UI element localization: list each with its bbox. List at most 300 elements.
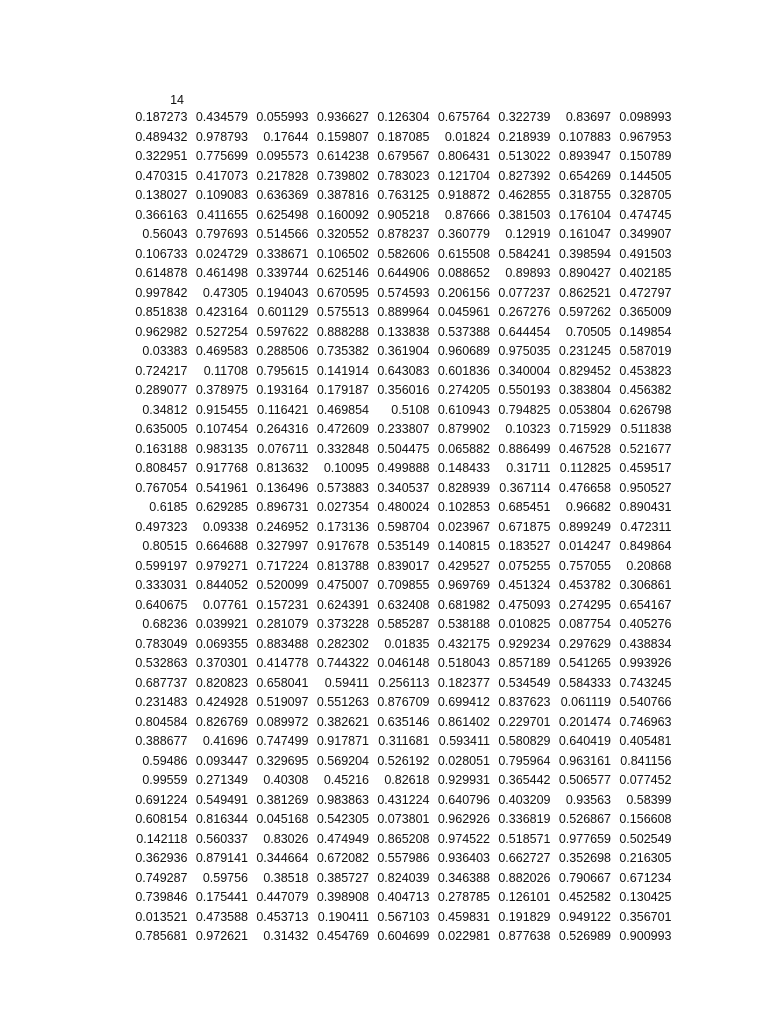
table-cell: 0.405276 (619, 617, 672, 631)
table-cell: 0.715929 (558, 422, 611, 436)
table-cell: 0.681982 (437, 597, 490, 612)
table-cell: 0.597622 (256, 324, 309, 339)
table-cell: 0.6185 (149, 500, 188, 514)
table-cell: 0.387816 (316, 188, 369, 202)
table-cell: 0.322951 (135, 149, 188, 163)
table-cell: 0.886499 (498, 441, 551, 456)
table-cell: 0.506577 (558, 773, 611, 787)
table-row (128, 888, 672, 908)
table-cell: 0.373228 (316, 617, 369, 631)
table-row (128, 927, 672, 947)
table-cell: 0.459517 (619, 461, 672, 475)
table-cell: 0.116421 (257, 402, 309, 417)
table-cell: 0.526867 (558, 812, 611, 826)
table-cell: 0.865208 (377, 831, 430, 846)
table-cell: 0.333031 (135, 578, 188, 592)
table-cell: 0.217828 (256, 168, 309, 183)
table-cell: 0.597262 (558, 305, 611, 319)
table-row (128, 771, 672, 791)
table-cell: 0.962982 (135, 324, 188, 339)
table-cell: 0.974522 (437, 831, 490, 846)
table-cell: 0.470315 (135, 168, 188, 183)
table-cell: 0.142118 (136, 831, 188, 846)
table-cell: 0.967953 (619, 129, 672, 144)
table-cell: 0.156608 (619, 812, 672, 826)
table-cell: 0.808457 (135, 461, 188, 475)
table-cell: 0.783049 (135, 636, 188, 651)
table-cell: 0.366163 (135, 207, 188, 222)
table-cell: 0.658041 (256, 675, 309, 690)
table-cell: 0.432175 (437, 636, 490, 651)
table-cell: 0.783023 (377, 168, 430, 183)
table-cell: 0.20868 (626, 558, 672, 573)
table-cell: 0.467528 (558, 441, 611, 456)
table-cell: 0.672082 (316, 851, 369, 865)
table-cell: 0.654269 (558, 168, 611, 183)
table-cell: 0.065882 (437, 441, 490, 456)
table-cell: 0.979271 (195, 558, 248, 573)
table-cell: 0.499888 (377, 461, 430, 475)
table-cell: 0.917678 (316, 539, 369, 553)
table-cell: 0.282302 (316, 636, 369, 651)
table-cell: 0.163188 (135, 441, 188, 456)
table-cell: 0.899249 (558, 519, 611, 534)
table-cell: 0.68236 (142, 617, 188, 631)
table-row (128, 810, 672, 830)
table-cell: 0.336819 (498, 812, 551, 826)
table-cell: 0.107883 (558, 129, 611, 144)
table-cell: 0.175441 (195, 890, 248, 904)
table-cell: 0.461498 (195, 266, 248, 280)
table-row (128, 537, 672, 557)
table-cell: 0.624391 (316, 597, 369, 612)
table-cell: 0.216305 (619, 851, 672, 865)
table-cell: 0.520099 (256, 578, 309, 592)
table-cell: 0.744322 (316, 656, 369, 670)
table-cell: 0.560337 (195, 831, 248, 846)
table-cell: 0.046148 (377, 656, 430, 670)
table-cell: 0.157231 (256, 597, 309, 612)
header-value: 14 (170, 93, 184, 107)
table-cell: 0.140815 (437, 539, 490, 553)
table-cell: 0.96682 (565, 500, 611, 514)
table-cell: 0.472609 (316, 422, 369, 436)
table-cell: 0.349907 (619, 227, 672, 241)
table-row (128, 635, 672, 655)
table-cell: 0.504475 (377, 441, 430, 456)
table-cell: 0.882026 (498, 870, 551, 885)
table-cell: 0.246952 (256, 519, 309, 534)
table-row (128, 303, 672, 323)
table-cell: 0.361904 (377, 344, 430, 358)
table-row (128, 674, 672, 694)
table-cell: 0.636369 (256, 188, 309, 202)
table-cell: 0.472311 (620, 519, 672, 534)
table-cell: 0.095573 (256, 149, 309, 163)
table-row (128, 791, 672, 811)
table-cell: 0.404713 (377, 890, 430, 904)
table-cell: 0.824039 (377, 870, 430, 885)
table-cell: 0.598704 (377, 519, 430, 534)
table-cell: 0.01835 (384, 636, 430, 651)
table-cell: 0.107454 (195, 422, 248, 436)
table-cell: 0.93563 (565, 792, 611, 807)
table-cell: 0.352698 (558, 851, 611, 865)
table-cell: 0.472797 (619, 285, 672, 300)
table-cell: 0.398908 (316, 890, 369, 904)
table-cell: 0.456382 (619, 383, 672, 397)
table-cell: 0.474745 (619, 207, 672, 222)
table-cell: 0.977659 (558, 831, 611, 846)
table-cell: 0.45216 (323, 773, 369, 787)
table-cell: 0.542305 (316, 812, 369, 826)
table-cell: 0.797693 (195, 227, 248, 241)
table-cell: 0.206156 (437, 285, 490, 300)
table-cell: 0.148433 (437, 461, 490, 475)
table-cell: 0.877638 (498, 929, 551, 943)
table-cell: 0.567103 (377, 909, 430, 924)
table-cell: 0.526192 (377, 753, 430, 768)
table-cell: 0.17644 (263, 129, 309, 144)
table-cell: 0.890427 (558, 266, 611, 280)
table-cell: 0.87666 (444, 207, 490, 222)
table-cell: 0.538188 (437, 617, 490, 631)
table-cell: 0.804584 (135, 714, 188, 729)
table-row (128, 479, 672, 499)
table-cell: 0.601836 (437, 363, 490, 378)
table-row (128, 342, 672, 362)
table-cell: 0.088652 (437, 266, 490, 280)
table-cell: 0.746963 (619, 714, 672, 729)
table-cell: 0.38518 (263, 870, 309, 885)
table-cell: 0.687737 (135, 675, 188, 690)
table-cell: 0.402185 (619, 266, 672, 280)
table-cell: 0.757055 (558, 558, 611, 573)
table-cell: 0.610943 (437, 402, 490, 417)
table-row (128, 732, 672, 752)
table-cell: 0.813632 (256, 461, 309, 475)
table-cell: 0.182377 (437, 675, 490, 690)
table-cell: 0.126101 (498, 890, 551, 904)
table-cell: 0.59756 (202, 870, 248, 885)
table-row (128, 615, 672, 635)
table-cell: 0.069355 (195, 636, 248, 651)
table-cell: 0.141914 (316, 363, 369, 378)
table-cell: 0.514566 (256, 227, 309, 241)
data-grid (128, 108, 672, 947)
table-cell: 0.662727 (498, 851, 551, 865)
table-cell: 0.497323 (135, 519, 188, 534)
table-cell: 0.027354 (316, 500, 369, 514)
table-cell: 0.963161 (558, 753, 611, 768)
table-cell: 0.70505 (565, 324, 611, 339)
table-cell: 0.462855 (498, 188, 551, 202)
table-cell: 0.014247 (558, 539, 611, 553)
table-cell: 0.01824 (444, 129, 490, 144)
table-cell: 0.83026 (263, 831, 309, 846)
table-cell: 0.144505 (619, 168, 672, 183)
table-cell: 0.267276 (498, 305, 551, 319)
table-cell: 0.587019 (619, 344, 672, 358)
table-cell: 0.453823 (619, 363, 672, 378)
table-cell: 0.403209 (498, 792, 551, 807)
table-cell: 0.59486 (142, 753, 188, 768)
table-cell: 0.417073 (195, 168, 248, 183)
table-cell: 0.893947 (558, 149, 611, 163)
table-cell: 0.664688 (195, 539, 248, 553)
table-cell: 0.346388 (437, 870, 490, 885)
table-cell: 0.365442 (498, 773, 551, 787)
table-cell: 0.187085 (377, 129, 430, 144)
table-cell: 0.699412 (437, 695, 490, 709)
table-cell: 0.179187 (316, 383, 369, 397)
table-cell: 0.724217 (135, 363, 188, 378)
table-row (128, 849, 672, 869)
table-cell: 0.593411 (438, 734, 490, 748)
table-cell: 0.370301 (195, 656, 248, 670)
table-cell: 0.99559 (142, 773, 188, 787)
table-cell: 0.176104 (558, 207, 611, 222)
table-cell: 0.679567 (377, 149, 430, 163)
table-cell: 0.121704 (437, 168, 490, 183)
table-cell: 0.328705 (619, 188, 672, 202)
table-cell: 0.879141 (195, 851, 248, 865)
table-cell: 0.476658 (558, 480, 611, 495)
table-cell: 0.502549 (619, 831, 672, 846)
table-cell: 0.749287 (135, 870, 188, 885)
table-cell: 0.839017 (377, 558, 430, 573)
table-row (128, 323, 672, 343)
table-cell: 0.47305 (202, 285, 248, 300)
table-cell: 0.31711 (506, 461, 551, 475)
table-cell: 0.849864 (619, 539, 672, 553)
table-row (128, 245, 672, 265)
table-cell: 0.089972 (256, 714, 309, 729)
table-cell: 0.07761 (202, 597, 248, 612)
table-cell: 0.827392 (498, 168, 551, 183)
table-row (128, 381, 672, 401)
table-cell: 0.34812 (142, 402, 188, 417)
table-cell: 0.454769 (316, 929, 369, 943)
table-cell: 0.513022 (498, 149, 551, 163)
table-cell: 0.950527 (619, 480, 672, 495)
table-cell: 0.109083 (195, 188, 248, 202)
table-cell: 0.878237 (377, 227, 430, 241)
table-cell: 0.447079 (256, 890, 309, 904)
table-cell: 0.381503 (498, 207, 551, 222)
table-cell: 0.191829 (498, 909, 551, 924)
table-cell: 0.643083 (377, 363, 430, 378)
table-cell: 0.010825 (498, 617, 551, 631)
table-cell: 0.045961 (437, 305, 490, 319)
table-row (128, 498, 672, 518)
table-cell: 0.535149 (377, 539, 430, 553)
table-row (128, 401, 672, 421)
table-cell: 0.475093 (498, 597, 551, 612)
table-cell: 0.861402 (437, 714, 490, 729)
table-cell: 0.03383 (142, 344, 188, 358)
table-cell: 0.584333 (558, 675, 611, 690)
table-cell: 0.229701 (498, 714, 551, 729)
table-cell: 0.532863 (135, 656, 188, 670)
table-row (128, 108, 672, 128)
table-cell: 0.709855 (377, 578, 430, 592)
table-cell: 0.635146 (377, 714, 430, 729)
table-cell: 0.388677 (135, 734, 188, 748)
table-cell: 0.883488 (256, 636, 309, 651)
table-cell: 0.424928 (195, 695, 248, 709)
table-cell: 0.614878 (135, 266, 188, 280)
table-cell: 0.795964 (498, 753, 551, 768)
table-cell: 0.949122 (558, 909, 611, 924)
table-cell: 0.187273 (135, 110, 188, 124)
table-cell: 0.383804 (558, 383, 611, 397)
table-cell: 0.360779 (437, 227, 490, 241)
table-cell: 0.311681 (378, 734, 430, 748)
table-cell: 0.405481 (619, 734, 672, 748)
table-cell: 0.150789 (619, 149, 672, 163)
table-cell: 0.735382 (316, 344, 369, 358)
table-cell: 0.339744 (256, 266, 309, 280)
table-cell: 0.83697 (565, 110, 611, 124)
table-cell: 0.434579 (195, 110, 248, 124)
table-cell: 0.256113 (378, 675, 430, 690)
table-cell: 0.278785 (437, 890, 490, 904)
table-cell: 0.5108 (391, 402, 430, 417)
table-cell: 0.580829 (498, 734, 551, 748)
table-cell: 0.274295 (558, 597, 611, 612)
table-cell: 0.518043 (437, 656, 490, 670)
table-cell: 0.378975 (195, 383, 248, 397)
table-row (128, 186, 672, 206)
table-cell: 0.459831 (437, 909, 490, 924)
table-cell: 0.193164 (256, 383, 309, 397)
table-cell: 0.218939 (498, 129, 551, 144)
table-cell: 0.841156 (620, 753, 672, 768)
table-cell: 0.077452 (619, 773, 672, 787)
table-cell: 0.130425 (619, 890, 672, 904)
table-cell: 0.644906 (377, 266, 430, 280)
table-cell: 0.274205 (437, 383, 490, 397)
table-row (128, 206, 672, 226)
table-cell: 0.356701 (619, 909, 672, 924)
table-cell: 0.584241 (498, 246, 551, 261)
table-cell: 0.625146 (316, 266, 369, 280)
table-cell: 0.795615 (256, 363, 309, 378)
table-cell: 0.917871 (316, 734, 369, 748)
table-cell: 0.691224 (135, 792, 188, 807)
table-cell: 0.077237 (498, 285, 551, 300)
table-cell: 0.654167 (619, 597, 672, 612)
table-cell: 0.469854 (316, 402, 369, 417)
table-cell: 0.635005 (135, 422, 188, 436)
table-row (128, 557, 672, 577)
table-cell: 0.918872 (437, 188, 490, 202)
table-cell: 0.093447 (195, 753, 248, 768)
table-cell: 0.306861 (619, 578, 672, 592)
table-cell: 0.997842 (135, 285, 188, 300)
table-cell: 0.231483 (135, 695, 188, 709)
table-cell: 0.59411 (324, 675, 369, 690)
table-cell: 0.098993 (619, 110, 672, 124)
table-cell: 0.828939 (437, 480, 490, 495)
table-cell: 0.960689 (437, 344, 490, 358)
table-cell: 0.537388 (437, 324, 490, 339)
table-cell: 0.640796 (437, 792, 490, 807)
table-cell: 0.599197 (135, 558, 188, 573)
table-cell: 0.12919 (505, 227, 551, 241)
table-cell: 0.56043 (142, 227, 188, 241)
table-cell: 0.453782 (558, 578, 611, 592)
table-cell: 0.936627 (316, 110, 369, 124)
table-cell: 0.023967 (437, 519, 490, 534)
table-cell: 0.569204 (316, 753, 369, 768)
table-cell: 0.785681 (135, 929, 188, 943)
table-row (128, 752, 672, 772)
table-cell: 0.837623 (498, 695, 551, 709)
table-cell: 0.40308 (263, 773, 309, 787)
table-cell: 0.194043 (256, 285, 309, 300)
table-cell: 0.541265 (558, 656, 611, 670)
table-cell: 0.356016 (377, 383, 430, 397)
table-cell: 0.327997 (256, 539, 309, 553)
table-cell: 0.575513 (316, 305, 369, 319)
table-cell: 0.322739 (498, 110, 551, 124)
table-cell: 0.264316 (256, 422, 309, 436)
table-cell: 0.978793 (195, 129, 248, 144)
table-row (128, 576, 672, 596)
table-cell: 0.106502 (316, 246, 369, 261)
table-cell: 0.201474 (558, 714, 611, 729)
table-cell: 0.540766 (619, 695, 672, 709)
table-cell: 0.149854 (619, 324, 672, 339)
table-cell: 0.929931 (437, 773, 490, 787)
table-cell: 0.857189 (498, 656, 551, 670)
table-cell: 0.601129 (257, 305, 309, 319)
table-cell: 0.329695 (256, 753, 309, 768)
table-cell: 0.511838 (620, 422, 672, 436)
table-cell: 0.574593 (377, 285, 430, 300)
table-cell: 0.159807 (316, 129, 369, 144)
table-cell: 0.640675 (135, 597, 188, 612)
table-cell: 0.075255 (498, 558, 551, 573)
table-row (128, 693, 672, 713)
table-row (128, 654, 672, 674)
table-cell: 0.905218 (377, 207, 430, 222)
table-cell: 0.41696 (202, 734, 248, 748)
table-row (128, 596, 672, 616)
table-cell: 0.671234 (619, 870, 672, 885)
table-row (128, 225, 672, 245)
table-cell: 0.10095 (323, 461, 369, 475)
table-cell: 0.491503 (619, 246, 672, 261)
table-cell: 0.585287 (377, 617, 430, 631)
table-cell: 0.58399 (626, 792, 672, 807)
table-cell: 0.767054 (135, 480, 188, 495)
table-row (128, 167, 672, 187)
table-cell: 0.526989 (558, 929, 611, 943)
table-cell: 0.271349 (195, 773, 248, 787)
table-cell: 0.826769 (195, 714, 248, 729)
table-cell: 0.126304 (377, 110, 430, 124)
table-cell: 0.161047 (558, 227, 611, 241)
table-cell: 0.521677 (619, 441, 672, 456)
table-cell: 0.11708 (203, 363, 248, 378)
table-row (128, 147, 672, 167)
table-cell: 0.106733 (135, 246, 188, 261)
table-cell: 0.813788 (316, 558, 369, 573)
table-cell: 0.829452 (558, 363, 611, 378)
